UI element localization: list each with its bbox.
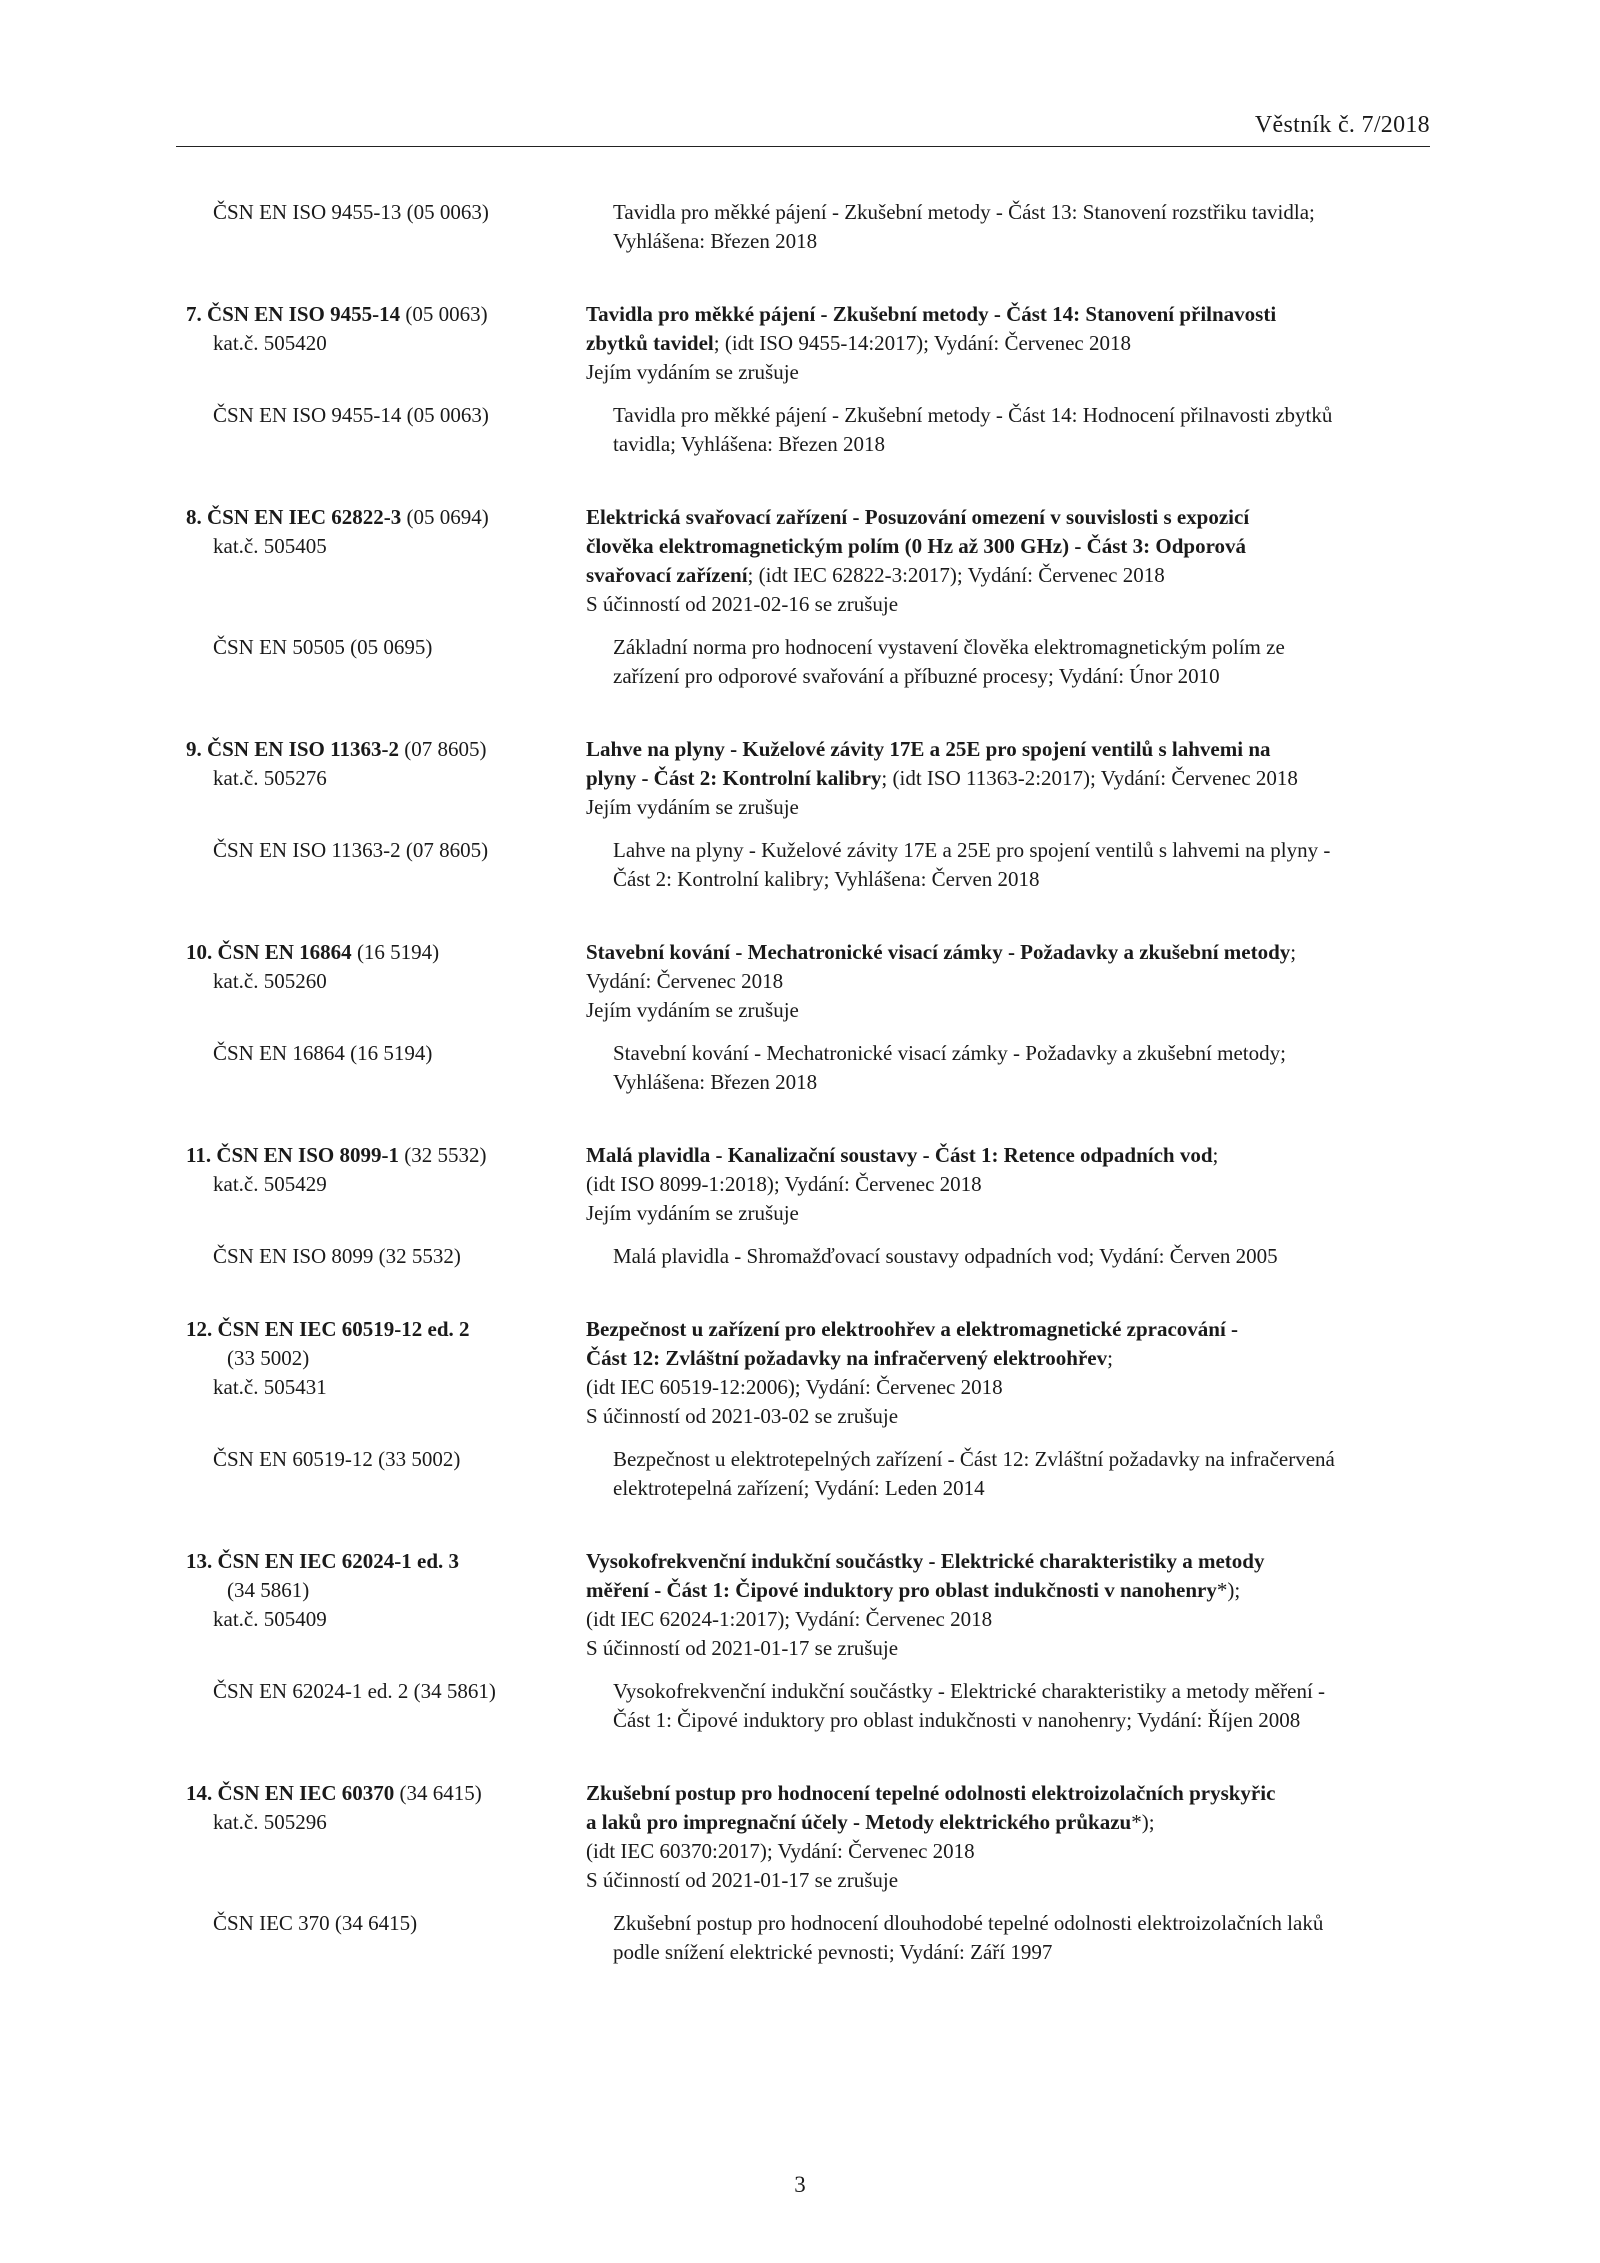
replaced-description bbox=[613, 198, 1430, 256]
standard-title bbox=[586, 503, 1430, 619]
title-bold: člověka elektromagnetickým polím (0 Hz až 300 GHz) - Část 3: Odporová bbox=[586, 534, 1247, 558]
standard-entry-9 bbox=[186, 735, 1430, 894]
title-normal: S účinností od 2021-03-02 se zrušuje bbox=[586, 1404, 899, 1428]
title-normal: ; (idt IEC 62822-3:2017); Vydání: Červenec 2018 bbox=[747, 563, 1165, 587]
classification-code: (07 8605) bbox=[398, 737, 487, 761]
replaced-code: ČSN IEC 370 (34 6415) bbox=[213, 1911, 418, 1935]
classification-code: (34 6415) bbox=[394, 1781, 482, 1805]
title-normal: Jejím vydáním se zrušuje bbox=[586, 998, 799, 1022]
standard-title bbox=[586, 300, 1430, 387]
standard-code-block bbox=[186, 503, 586, 619]
classification-code: (16 5194) bbox=[351, 940, 440, 964]
standard-title bbox=[586, 1141, 1430, 1228]
title-normal: (idt IEC 60370:2017); Vydání: Červenec 2018 bbox=[586, 1839, 975, 1863]
title-bold: Malá plavidla - Kanalizační soustavy - Část 1: Retence odpadních vod bbox=[586, 1143, 1213, 1167]
standard-entry-12 bbox=[186, 1315, 1430, 1503]
replaced-description bbox=[613, 1242, 1430, 1271]
replaced-line: Zkušební postup pro hodnocení dlouhodobé tepelné odolnosti elektroizolačních laků bbox=[613, 1911, 1324, 1935]
standard-code: ČSN EN IEC 62024-1 ed. 3 bbox=[217, 1549, 460, 1573]
entry-number: 8. bbox=[186, 505, 202, 529]
replaced-standard-top bbox=[186, 198, 1430, 256]
title-bold: Stavební kování - Mechatronické visací zámky - Požadavky a zkušební metody bbox=[586, 940, 1291, 964]
standard-entry-13 bbox=[186, 1547, 1430, 1735]
title-normal: Vydání: Červenec 2018 bbox=[586, 969, 784, 993]
standard-title bbox=[586, 1547, 1430, 1663]
replaced-line: tavidla; Vyhlášena: Březen 2018 bbox=[613, 432, 885, 456]
standard-entry-10 bbox=[186, 938, 1430, 1097]
catalog-number: kat.č. 505431 bbox=[213, 1375, 327, 1399]
title-normal: ; bbox=[1212, 1143, 1219, 1167]
replaced-description bbox=[613, 1677, 1430, 1735]
replaced-line: Část 1: Čipové induktory pro oblast indukčnosti v nanohenry; Vydání: Říjen 2008 bbox=[613, 1708, 1301, 1732]
replaced-description bbox=[613, 633, 1430, 691]
title-bold: a laků pro impregnační účely - Metody elektrického průkazu bbox=[586, 1810, 1132, 1834]
title-bold: Vysokofrekvenční indukční součástky - Elektrické charakteristiky a metody bbox=[586, 1549, 1265, 1573]
title-normal: ; bbox=[1107, 1346, 1113, 1370]
replaced-description bbox=[613, 1039, 1430, 1097]
title-normal: Jejím vydáním se zrušuje bbox=[586, 360, 799, 384]
replaced-code: ČSN EN ISO 8099 (32 5532) bbox=[213, 1244, 461, 1268]
page-number: 3 bbox=[794, 2172, 806, 2197]
catalog-number: kat.č. 505429 bbox=[213, 1172, 327, 1196]
replaced-code: ČSN EN 60519-12 (33 5002) bbox=[213, 1447, 461, 1471]
standard-code-block bbox=[186, 735, 586, 822]
standard-code-block bbox=[186, 300, 586, 387]
standard-title bbox=[586, 1315, 1430, 1431]
title-normal: S účinností od 2021-01-17 se zrušuje bbox=[586, 1868, 899, 1892]
entry-number: 11. bbox=[186, 1143, 212, 1167]
classification-code: (34 5861) bbox=[227, 1578, 310, 1602]
classification-code: (05 0063) bbox=[400, 302, 488, 326]
title-normal: (idt ISO 8099-1:2018); Vydání: Červenec 2018 bbox=[586, 1172, 982, 1196]
title-normal: *); bbox=[1216, 1578, 1241, 1602]
replaced-line: Vyhlášena: Březen 2018 bbox=[613, 1070, 818, 1094]
title-bold: Zkušební postup pro hodnocení tepelné odolnosti elektroizolačních pryskyřic bbox=[586, 1781, 1276, 1805]
title-normal: (idt IEC 60519-12:2006); Vydání: Červenec 2018 bbox=[586, 1375, 1003, 1399]
title-bold: svařovací zařízení bbox=[586, 563, 748, 587]
replaced-line: Vyhlášena: Březen 2018 bbox=[613, 229, 818, 253]
title-bold: Elektrická svařovací zařízení - Posuzování omezení v souvislosti s expozicí bbox=[586, 505, 1250, 529]
replaced-code: ČSN EN ISO 9455-14 (05 0063) bbox=[213, 403, 489, 427]
standard-code: ČSN EN ISO 9455-14 bbox=[207, 302, 401, 326]
title-normal: (idt IEC 62024-1:2017); Vydání: Červenec 2018 bbox=[586, 1607, 993, 1631]
title-bold: Bezpečnost u zařízení pro elektroohřev a elektromagnetické zpracování - bbox=[586, 1317, 1239, 1341]
replaced-line: Základní norma pro hodnocení vystavení člověka elektromagnetickým polím ze bbox=[613, 635, 1285, 659]
entry-number: 12. bbox=[186, 1317, 213, 1341]
standard-entry-11 bbox=[186, 1141, 1430, 1271]
entry-number: 9. bbox=[186, 737, 202, 761]
standard-entry-14 bbox=[186, 1779, 1430, 1967]
standard-code-block bbox=[186, 938, 586, 1025]
title-bold: plyny - Část 2: Kontrolní kalibry bbox=[586, 766, 882, 790]
standard-code-block bbox=[186, 1315, 586, 1431]
replaced-description bbox=[613, 836, 1430, 894]
title-bold: Tavidla pro měkké pájení - Zkušební metody - Část 14: Stanovení přilnavosti bbox=[586, 302, 1277, 326]
title-bold: zbytků tavidel bbox=[586, 331, 714, 355]
catalog-number: kat.č. 505276 bbox=[213, 766, 327, 790]
entry-number: 13. bbox=[186, 1549, 213, 1573]
title-normal: S účinností od 2021-02-16 se zrušuje bbox=[586, 592, 899, 616]
standard-title bbox=[586, 938, 1430, 1025]
replaced-description bbox=[613, 1445, 1430, 1503]
standard-code: ČSN EN IEC 60519-12 ed. 2 bbox=[217, 1317, 470, 1341]
bulletin-title: Věstník č. 7/2018 bbox=[1254, 112, 1430, 138]
replaced-code: ČSN EN ISO 9455-13 (05 0063) bbox=[213, 200, 489, 224]
classification-code: (32 5532) bbox=[398, 1143, 487, 1167]
catalog-number: kat.č. 505296 bbox=[213, 1810, 327, 1834]
title-bold: Lahve na plyny - Kuželové závity 17E a 25E pro spojení ventilů s lahvemi na bbox=[586, 737, 1271, 761]
standard-title bbox=[586, 735, 1430, 822]
standard-code: ČSN EN ISO 11363-2 bbox=[207, 737, 399, 761]
catalog-number: kat.č. 505409 bbox=[213, 1607, 327, 1631]
replaced-line: podle snížení elektrické pevnosti; Vydání: Září 1997 bbox=[613, 1940, 1053, 1964]
standard-code-block bbox=[186, 1141, 586, 1228]
title-bold: Část 12: Zvláštní požadavky na infračervený elektroohřev bbox=[586, 1346, 1108, 1370]
replaced-description bbox=[613, 1909, 1430, 1967]
replaced-code: ČSN EN 50505 (05 0695) bbox=[213, 635, 433, 659]
classification-code: (05 0694) bbox=[401, 505, 489, 529]
standards-list bbox=[186, 198, 1430, 2011]
replaced-line: Stavební kování - Mechatronické visací zámky - Požadavky a zkušební metody; bbox=[613, 1041, 1286, 1065]
standard-entry-8 bbox=[186, 503, 1430, 691]
title-normal: ; bbox=[1290, 940, 1297, 964]
entry-number: 14. bbox=[186, 1781, 213, 1805]
entry-number: 10. bbox=[186, 940, 213, 964]
standard-code: ČSN EN IEC 62822-3 bbox=[207, 505, 402, 529]
title-normal: S účinností od 2021-01-17 se zrušuje bbox=[586, 1636, 899, 1660]
entry-number: 7. bbox=[186, 302, 202, 326]
title-normal: Jejím vydáním se zrušuje bbox=[586, 795, 799, 819]
replaced-line: Vysokofrekvenční indukční součástky - Elektrické charakteristiky a metody měření - bbox=[613, 1679, 1326, 1703]
standard-title bbox=[586, 1779, 1430, 1895]
page-header bbox=[176, 112, 1430, 147]
replaced-line: Lahve na plyny - Kuželové závity 17E a 25E pro spojení ventilů s lahvemi na plyny - bbox=[613, 838, 1331, 862]
title-bold: měření - Část 1: Čipové induktory pro oblast indukčnosti v nanohenry bbox=[586, 1578, 1217, 1602]
replaced-line: Malá plavidla - Shromažďovací soustavy odpadních vod; Vydání: Červen 2005 bbox=[613, 1244, 1278, 1268]
catalog-number: kat.č. 505405 bbox=[213, 534, 327, 558]
replaced-line: zařízení pro odporové svařování a příbuzné procesy; Vydání: Únor 2010 bbox=[613, 664, 1220, 688]
replaced-description bbox=[613, 401, 1430, 459]
replaced-line: Část 2: Kontrolní kalibry; Vyhlášena: Červen 2018 bbox=[613, 867, 1040, 891]
classification-code: (33 5002) bbox=[227, 1346, 310, 1370]
replaced-code: ČSN EN 62024-1 ed. 2 (34 5861) bbox=[213, 1679, 496, 1703]
standard-entry-7 bbox=[186, 300, 1430, 459]
title-normal: Jejím vydáním se zrušuje bbox=[586, 1201, 799, 1225]
standard-code: ČSN EN ISO 8099-1 bbox=[216, 1143, 399, 1167]
standard-code-block bbox=[186, 1547, 586, 1663]
title-normal: ; (idt ISO 9455-14:2017); Vydání: Červenec 2018 bbox=[713, 331, 1131, 355]
replaced-code: ČSN EN ISO 11363-2 (07 8605) bbox=[213, 838, 489, 862]
replaced-line: Bezpečnost u elektrotepelných zařízení - Část 12: Zvláštní požadavky na infračervená bbox=[613, 1447, 1335, 1471]
replaced-line: elektrotepelná zařízení; Vydání: Leden 2014 bbox=[613, 1476, 985, 1500]
title-normal: ; (idt ISO 11363-2:2017); Vydání: Červenec 2018 bbox=[881, 766, 1298, 790]
catalog-number: kat.č. 505260 bbox=[213, 969, 327, 993]
replaced-line: Tavidla pro měkké pájení - Zkušební metody - Část 14: Hodnocení přilnavosti zbytků bbox=[613, 403, 1333, 427]
standard-code: ČSN EN IEC 60370 bbox=[217, 1781, 395, 1805]
standard-code: ČSN EN 16864 bbox=[217, 940, 352, 964]
catalog-number: kat.č. 505420 bbox=[213, 331, 327, 355]
title-normal: *); bbox=[1131, 1810, 1155, 1834]
replaced-code: ČSN EN 16864 (16 5194) bbox=[213, 1041, 433, 1065]
replaced-line: Tavidla pro měkké pájení - Zkušební metody - Část 13: Stanovení rozstřiku tavidla; bbox=[613, 200, 1315, 224]
standard-code-block bbox=[186, 1779, 586, 1895]
